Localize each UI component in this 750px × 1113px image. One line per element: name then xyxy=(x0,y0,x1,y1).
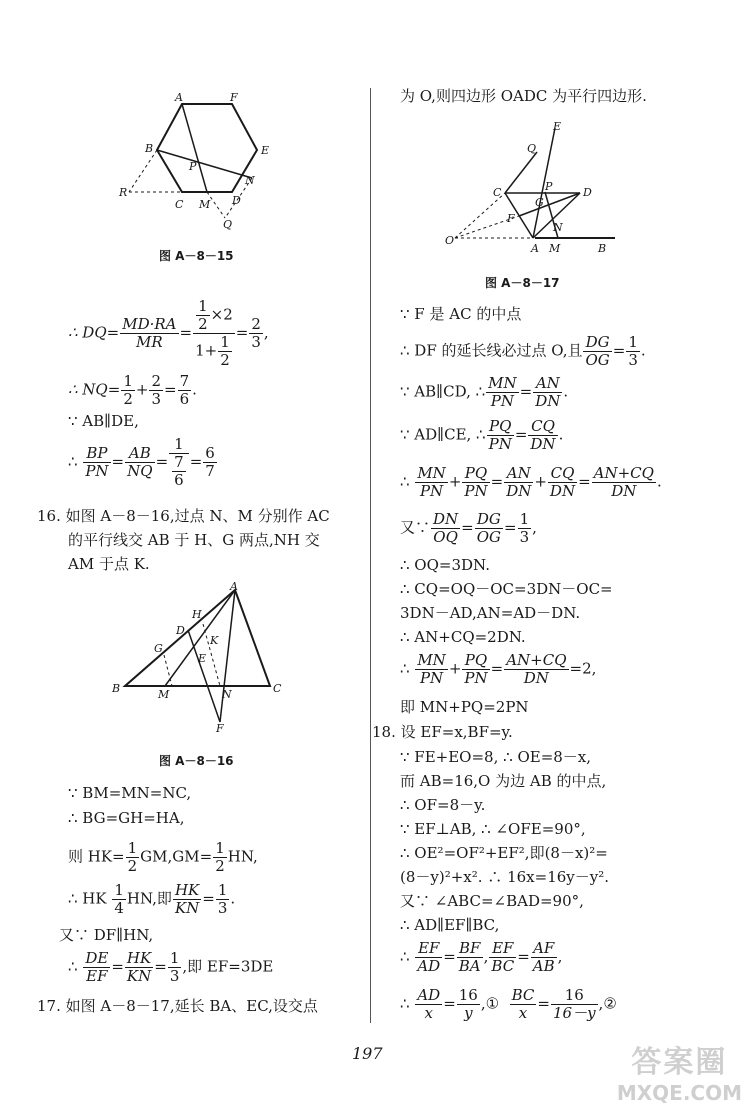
fig17-label: B xyxy=(598,242,607,255)
text-line: ∴ AN+CQ=2DN. xyxy=(400,628,526,646)
figure-a-8-15 xyxy=(117,92,327,232)
figure-caption: 图 A－8－15 xyxy=(159,249,234,263)
text-line: ∴ BG=GH=HA, xyxy=(68,809,185,827)
problem-16-line: 的平行线交 AB 于 H、G 两点,NH 交 xyxy=(68,531,320,549)
watermark-url: MXQE.COM xyxy=(616,1081,742,1105)
text-line: 又∵ ∠ABC=∠BAD=90°, xyxy=(400,892,584,910)
fig15-label: R xyxy=(119,186,128,199)
eq-bp-pn: ∴ $\frac{BP}{PN}$ = $\frac{AB}{NQ}$ = $\frac{1}{\frac{7}{6}}$ = $\frac{6}{7}$ xyxy=(68,435,215,489)
text-line: 即 MN+PQ=2PN xyxy=(400,698,529,716)
fig16-label: E xyxy=(198,652,207,665)
text-line: 为 O,则四边形 OADC 为平行四边形. xyxy=(400,87,647,105)
figure-a-8-17 xyxy=(445,118,630,258)
fig15-label: A xyxy=(175,92,183,104)
problem-18-line: 18. 设 EF=x,BF=y. xyxy=(372,723,513,741)
text-line: 而 AB=16,O 为边 AB 的中点, xyxy=(400,772,607,790)
fig17-label: P xyxy=(545,180,553,193)
figure-a-8-16 xyxy=(110,582,345,732)
fig17-label: C xyxy=(493,186,502,199)
fig16-label: N xyxy=(222,688,232,701)
text-line: ∴ OQ=3DN. xyxy=(400,556,490,574)
eq-hk-kn: ∴ HK $\frac{1}{4}$ HN,即 $\frac{HK}{KN}$ = $\frac{1}{3}$ . xyxy=(68,881,236,917)
text-line: ∴ CQ=OQ－OC=3DN－OC= xyxy=(400,580,613,598)
eq-ef-ad: ∴ $\frac{EF}{AD}$ = $\frac{BF}{BA}$ , $\frac{EF}{BC}$ = $\frac{AF}{AB}$ , xyxy=(400,939,563,975)
text-line: ∵ F 是 AC 的中点 xyxy=(400,305,522,323)
text-line: ∴ AD∥EF∥BC, xyxy=(400,916,500,934)
fig17-label: Q xyxy=(527,142,537,155)
text-line: ∵ BM=MN=NC, xyxy=(68,784,192,802)
column-divider xyxy=(370,88,371,1023)
fig16-label: G xyxy=(154,642,163,655)
eq-de-ef: ∴ $\frac{DE}{EF}$ = $\frac{HK}{KN}$ = $\frac{1}{3}$ ,即 EF=3DE xyxy=(68,949,274,985)
figure-caption: 图 A－8－17 xyxy=(485,276,560,290)
fig15-label: Q xyxy=(223,218,233,231)
text-line: ∵ EF⊥AB, ∴ ∠OFE=90°, xyxy=(400,820,586,838)
watermark-title: 答案圈 xyxy=(631,1045,728,1080)
fig17-label: F xyxy=(507,212,515,225)
eq-nq: ∴ NQ= $\frac{1}{2}$ + $\frac{2}{3}$ = $\frac{7}{6}$ . xyxy=(68,372,197,408)
fig16-label: M xyxy=(158,688,170,701)
text-line: ∵ FE+EO=8, ∴ OE=8－x, xyxy=(400,748,592,766)
eq-dg-og: ∴ DF 的延长线必过点 O,且 $\frac{DG}{OG}$ = $\frac{1}{3}$ . xyxy=(400,333,646,369)
fig16-label: K xyxy=(210,634,219,647)
eq-dn-oq: 又∵ $\frac{DN}{OQ}$ = $\frac{DG}{OG}$ = $\frac{1}{3}$ , xyxy=(400,510,537,546)
fig15-label: B xyxy=(145,142,154,155)
fig16-label: C xyxy=(273,682,282,695)
problem-16-line: AM 于点 K. xyxy=(68,555,150,573)
text-line: ∵ AB∥DE, xyxy=(68,412,139,430)
figure-caption: 图 A－8－16 xyxy=(159,754,234,768)
problem-17-line: 17. 如图 A－8－17,延长 BA、EC,设交点 xyxy=(37,997,318,1015)
fig15-label: P xyxy=(189,160,197,173)
fig15-label: N xyxy=(245,174,255,187)
problem-16-line: 16. 如图 A－8－16,过点 N、M 分别作 AC xyxy=(37,507,330,525)
fig17-label: A xyxy=(531,242,539,255)
fig16-label: B xyxy=(112,682,121,695)
fig15-label: F xyxy=(230,92,238,104)
text-line: ∴ OF=8－y. xyxy=(400,796,486,814)
fig17-label: E xyxy=(553,120,562,133)
fig16-label: D xyxy=(176,624,185,637)
eq-mn-pn: ∵ AB∥CD, ∴ $\frac{MN}{PN}$ = $\frac{AN}{DN}$ . xyxy=(400,374,569,410)
fig15-label: E xyxy=(261,144,270,157)
fig15-label: D xyxy=(232,194,241,207)
fig17-label: D xyxy=(583,186,592,199)
fig15-label: C xyxy=(175,198,184,211)
page-number: 197 xyxy=(352,1044,383,1063)
eq-dq: ∴ DQ= $\frac{MD\cdot RA}{MR}$ = $\frac{1}{2}$ ×2 1+ $\frac{1}{2}$ = $\frac{2}{3}$ , xyxy=(68,297,269,369)
fig16-label: H xyxy=(192,608,202,621)
eq-hk: 则 HK= $\frac{1}{2}$ GM,GM= $\frac{1}{2}$ HN, xyxy=(68,839,258,875)
fig16-label: F xyxy=(216,722,224,732)
text-line: (8－y)²+x². ∴ 16x=16y－y². xyxy=(400,868,610,886)
text-line: 3DN－AD,AN=AD－DN. xyxy=(400,604,581,622)
fig17-label: M xyxy=(549,242,561,255)
text-line: ∴ OE²=OF²+EF²,即(8－x)²= xyxy=(400,844,608,862)
eq-sum: ∴ $\frac{MN}{PN}$ + $\frac{PQ}{PN}$ = $\frac{AN}{DN}$ + $\frac{CQ}{DN}$ = $\frac{AN+CQ}{DN}$ . xyxy=(400,464,662,500)
text-line: 又∵ DF∥HN, xyxy=(59,926,154,944)
fig15-label: M xyxy=(199,198,211,211)
watermark xyxy=(617,1037,742,1105)
fig17-label: O xyxy=(445,234,455,247)
fig17-label: G xyxy=(535,196,544,209)
eq-pq-pn: ∵ AD∥CE, ∴ $\frac{PQ}{PN}$ = $\frac{CQ}{DN}$ . xyxy=(400,417,564,453)
fig16-label: A xyxy=(230,582,238,593)
eq-ad-x: ∴ $\frac{AD}{x}$ = $\frac{16}{y}$ ,① $\frac{BC}{x}$ = $\frac{16}{16-y}$ ,② xyxy=(400,986,617,1022)
eq-final: ∴ $\frac{MN}{PN}$ + $\frac{PQ}{PN}$ = $\frac{AN+CQ}{DN}$ =2, xyxy=(400,651,597,687)
fig17-label: N xyxy=(553,221,563,234)
